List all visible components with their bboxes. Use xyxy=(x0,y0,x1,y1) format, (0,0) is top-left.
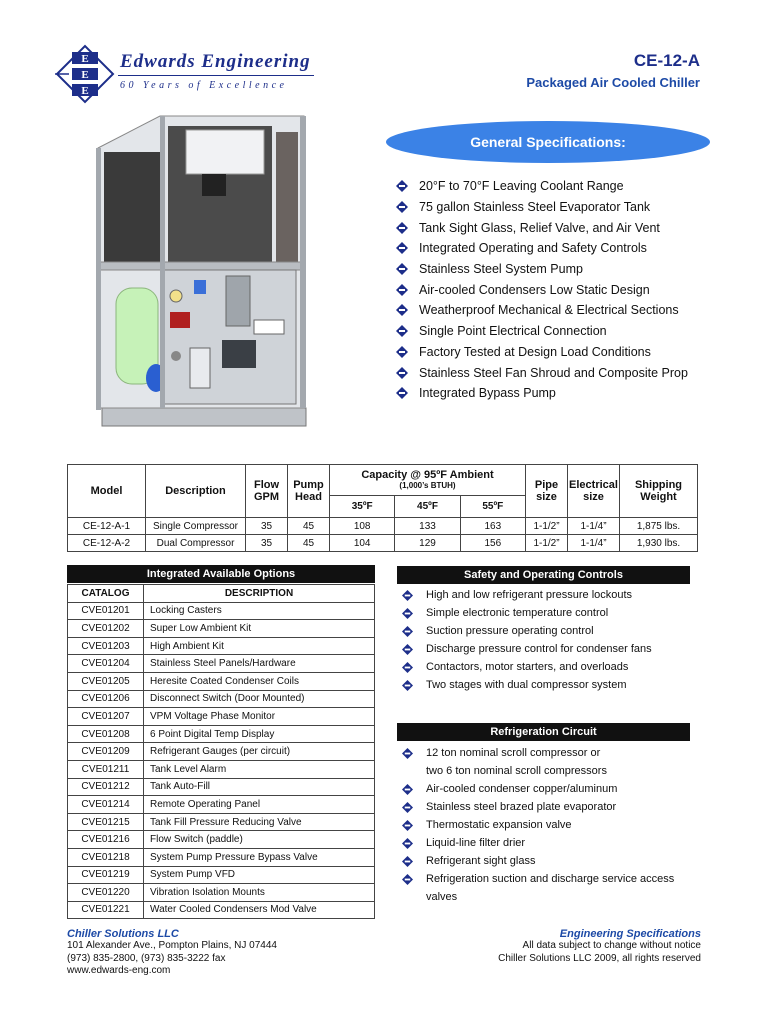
bullet-icon xyxy=(402,856,413,867)
list-item: two 6 ton nominal scroll compressors xyxy=(426,765,607,777)
options-title: Integrated Available Options xyxy=(67,565,375,583)
bullet-icon xyxy=(396,304,408,316)
bullet-icon xyxy=(402,820,413,831)
list-item: Air-cooled condenser copper/aluminum xyxy=(402,780,674,798)
footer-website[interactable]: www.edwards-eng.com xyxy=(67,964,171,976)
col-description: Description xyxy=(146,465,246,518)
general-specs-title: General Specifications: xyxy=(386,121,710,163)
table-row: CVE01203 High Ambient Kit xyxy=(68,637,375,655)
col-45f: 45ºF xyxy=(395,495,460,517)
list-item: High and low refrigerant pressure lockouts xyxy=(402,586,652,604)
bullet-icon xyxy=(396,387,408,399)
table-row: CVE01219 System Pump VFD xyxy=(68,866,375,884)
bullet-icon xyxy=(402,626,413,637)
table-row: CVE01220 Vibration Isolation Mounts xyxy=(68,884,375,902)
bullet-icon xyxy=(402,662,413,673)
bullet-icon xyxy=(402,784,413,795)
list-item: 12 ton nominal scroll compressor or xyxy=(402,744,674,762)
footer-contact xyxy=(67,928,277,977)
col-catalog: CATALOG xyxy=(68,585,144,603)
table-row: CVE01202 Super Low Ambient Kit xyxy=(68,620,375,638)
bullet-icon xyxy=(396,242,408,254)
list-item: Integrated Operating and Safety Controls xyxy=(396,238,688,259)
table-row: CVE01211 Tank Level Alarm xyxy=(68,760,375,778)
col-55f: 55ºF xyxy=(460,495,525,517)
table-row: CVE01216 Flow Switch (paddle) xyxy=(68,831,375,849)
bullet-icon xyxy=(402,802,413,813)
footer-company: Chiller Solutions LLC xyxy=(67,928,179,940)
company-name: Edwards Engineering xyxy=(120,51,311,72)
col-model: Model xyxy=(68,465,146,518)
list-item: Contactors, motor starters, and overloads xyxy=(402,658,652,676)
footer-notice xyxy=(498,928,701,965)
col-shipping: Shipping Weight xyxy=(620,465,698,518)
list-item: Factory Tested at Design Load Conditions xyxy=(396,342,688,363)
refrigeration-title: Refrigeration Circuit xyxy=(397,723,690,741)
table-row: CE-12-A-2 Dual Compressor 35 45 104 129 156 1-1/2” 1-1/4” 1,930 lbs. xyxy=(68,535,698,552)
list-item: valves xyxy=(426,891,458,903)
list-item: Two stages with dual compressor system xyxy=(402,676,652,694)
bullet-icon xyxy=(396,222,408,234)
col-pipe: Pipe size xyxy=(526,465,568,518)
bullet-icon xyxy=(402,748,413,759)
table-row: CVE01208 6 Point Digital Temp Display xyxy=(68,725,375,743)
list-item: Refrigeration suction and discharge service access xyxy=(402,870,674,888)
bullet-icon xyxy=(402,590,413,601)
list-item: Air-cooled Condensers Low Static Design xyxy=(396,279,688,300)
general-specs-list xyxy=(396,176,688,404)
table-row: CVE01201 Locking Casters xyxy=(68,602,375,620)
table-row: CE-12-A-1 Single Compressor 35 45 108 133 163 1-1/2” 1-1/4” 1,875 lbs. xyxy=(68,518,698,535)
table-row: CVE01207 VPM Voltage Phase Monitor xyxy=(68,708,375,726)
bullet-icon xyxy=(402,608,413,619)
footer-phone: (973) 835-2800, (973) 835-3222 fax xyxy=(67,952,226,964)
bullet-icon xyxy=(396,284,408,296)
list-item: Thermostatic expansion valve xyxy=(402,816,674,834)
list-item: Integrated Bypass Pump xyxy=(396,383,688,404)
footer-change-notice: All data subject to change without notice xyxy=(522,940,701,952)
bullet-icon xyxy=(396,325,408,337)
col-electrical: Electrical size xyxy=(568,465,620,518)
col-flow: Flow GPM xyxy=(246,465,288,518)
list-item: Discharge pressure control for condenser fans xyxy=(402,640,652,658)
model-code: CE-12-A xyxy=(633,51,700,70)
list-item: Stainless Steel Fan Shroud and Composite Prop xyxy=(396,362,688,383)
col-capacity: Capacity @ 95ºF Ambient (1,000’s BTUH) xyxy=(330,465,526,496)
list-item: Single Point Electrical Connection xyxy=(396,321,688,342)
table-row: CVE01214 Remote Operating Panel xyxy=(68,796,375,814)
table-row: CVE01215 Tank Fill Pressure Reducing Valve xyxy=(68,813,375,831)
col-option-description: DESCRIPTION xyxy=(144,585,375,603)
logo-divider xyxy=(118,75,314,76)
safety-list xyxy=(402,586,652,694)
bullet-icon xyxy=(396,180,408,192)
table-row: CVE01205 Heresite Coated Condenser Coils xyxy=(68,672,375,690)
safety-title: Safety and Operating Controls xyxy=(397,566,690,584)
table-row: CVE01204 Stainless Steel Panels/Hardware xyxy=(68,655,375,673)
footer-doc-type: Engineering Specifications xyxy=(559,928,701,940)
bullet-icon xyxy=(402,680,413,691)
table-row: CVE01221 Water Cooled Condensers Mod Valve xyxy=(68,901,375,919)
model-table xyxy=(67,464,698,552)
chiller-illustration xyxy=(90,112,320,434)
table-row: CVE01218 System Pump Pressure Bypass Valve xyxy=(68,848,375,866)
svg-text:E: E xyxy=(81,53,89,65)
product-name: Packaged Air Cooled Chiller xyxy=(526,75,700,90)
svg-text:E: E xyxy=(81,85,89,97)
bullet-icon xyxy=(402,644,413,655)
svg-text:E: E xyxy=(81,69,89,81)
list-item: 75 gallon Stainless Steel Evaporator Tank xyxy=(396,197,688,218)
list-item: 20°F to 70°F Leaving Coolant Range xyxy=(396,176,688,197)
list-item: Tank Sight Glass, Relief Valve, and Air Vent xyxy=(396,217,688,238)
list-item: Stainless Steel System Pump xyxy=(396,259,688,280)
list-item: Simple electronic temperature control xyxy=(402,604,652,622)
list-item: Stainless steel brazed plate evaporator xyxy=(402,798,674,816)
footer-address: 101 Alexander Ave., Pompton Plains, NJ 07444 xyxy=(67,940,277,952)
options-table xyxy=(67,584,375,919)
bullet-icon xyxy=(402,874,413,885)
refrigeration-list xyxy=(402,744,674,906)
footer-copyright: Chiller Solutions LLC 2009, all rights reserved xyxy=(498,952,701,964)
col-35f: 35ºF xyxy=(330,495,395,517)
bullet-icon xyxy=(396,367,408,379)
table-row: CVE01206 Disconnect Switch (Door Mounted) xyxy=(68,690,375,708)
bullet-icon xyxy=(396,201,408,213)
bullet-icon xyxy=(396,346,408,358)
list-item: Suction pressure operating control xyxy=(402,622,652,640)
company-tagline: 60 Years of Excellence xyxy=(120,80,288,91)
list-item: Liquid-line filter drier xyxy=(402,834,674,852)
table-row: CVE01212 Tank Auto-Fill xyxy=(68,778,375,796)
bullet-icon xyxy=(396,263,408,275)
col-pump: Pump Head xyxy=(288,465,330,518)
table-row: CVE01209 Refrigerant Gauges (per circuit) xyxy=(68,743,375,761)
bullet-icon xyxy=(402,838,413,849)
list-item: Refrigerant sight glass xyxy=(402,852,674,870)
list-item: Weatherproof Mechanical & Electrical Sections xyxy=(396,300,688,321)
